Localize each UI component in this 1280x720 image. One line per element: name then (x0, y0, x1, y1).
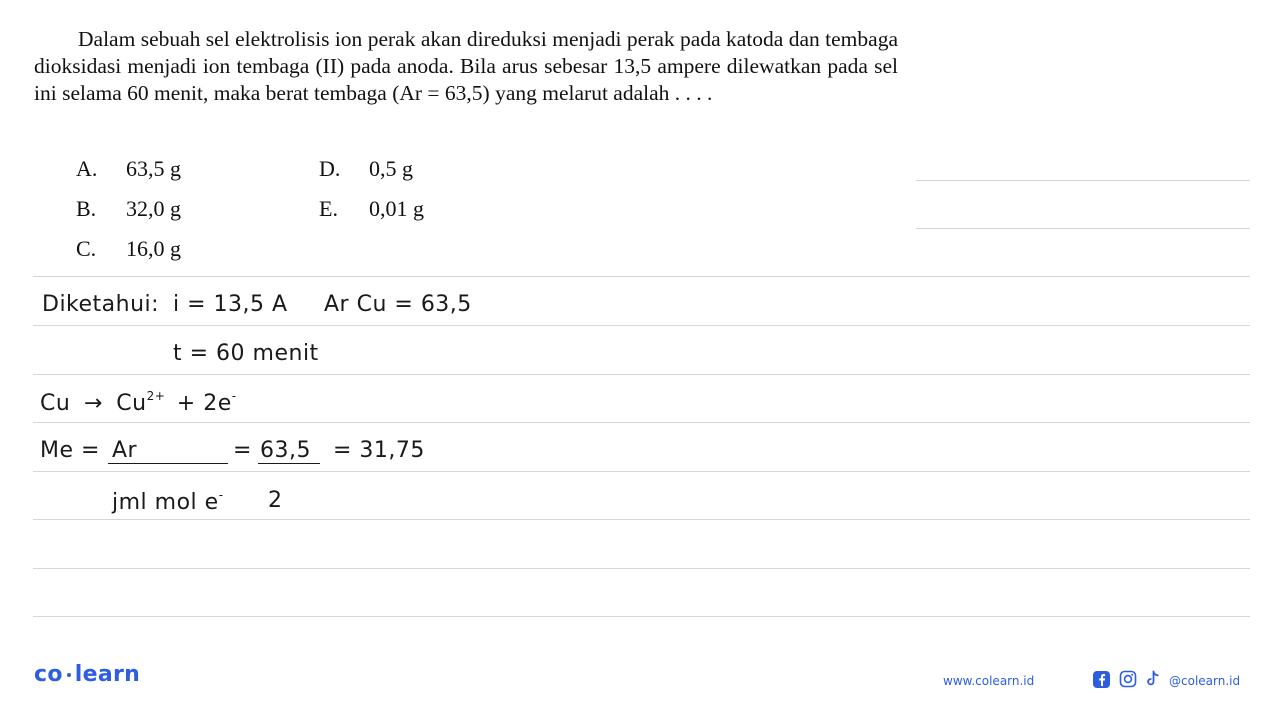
colearn-logo: co learn (34, 662, 141, 687)
rule-line (33, 616, 1250, 617)
tiktok-icon[interactable] (1145, 669, 1161, 689)
rule-line (33, 325, 1250, 326)
me-numerator: Ar (112, 438, 138, 463)
fraction-bar (258, 463, 320, 464)
rule-line (33, 568, 1250, 569)
option-b: B. 32,0 g (76, 196, 181, 221)
me-denominator-value: 2 (268, 488, 283, 513)
me-denominator: jml mol e- (112, 488, 224, 515)
rule-line (33, 422, 1250, 423)
given-time: t = 60 menit (173, 341, 319, 366)
rule-line (33, 471, 1250, 472)
rule-line (916, 180, 1250, 181)
me-numerator-value: 63,5 (260, 438, 311, 463)
reaction-equation: $Cu \to Cu^{2+} + 2e^-$ (40, 389, 237, 416)
fraction-bar (108, 463, 228, 464)
me-label: Me = (40, 438, 100, 463)
option-a: A. 63,5 g (76, 156, 181, 181)
me-equals: = (233, 438, 252, 463)
option-d: D. 0,5 g (319, 156, 413, 181)
question-text: Dalam sebuah sel elektrolisis ion perak akan direduksi menjadi perak pada katoda dan tembaga dioksidasi menjadi ion tembaga (II) pada anoda. Bila arus sebesar 13,5 ampere dilewatkan pada sel ini selama 60 menit, maka berat tembaga (Ar = 63,5) yang melarut adalah . . . . (34, 27, 898, 105)
given-ar: Ar Cu = 63,5 (324, 292, 472, 317)
rule-line (916, 228, 1250, 229)
social-handle[interactable]: @colearn.id (1169, 674, 1241, 688)
given-current: i = 13,5 A (173, 292, 288, 317)
rule-line (33, 374, 1250, 375)
option-c: C. 16,0 g (76, 236, 181, 261)
website-link[interactable]: www.colearn.id (943, 674, 1035, 688)
option-e: E. 0,01 g (319, 196, 424, 221)
rule-line (33, 519, 1250, 520)
rule-line (33, 276, 1250, 277)
given-label: Diketahui: (42, 292, 160, 317)
facebook-icon[interactable] (1093, 669, 1110, 689)
instagram-icon[interactable] (1119, 669, 1137, 689)
me-result: = 31,75 (333, 438, 425, 463)
